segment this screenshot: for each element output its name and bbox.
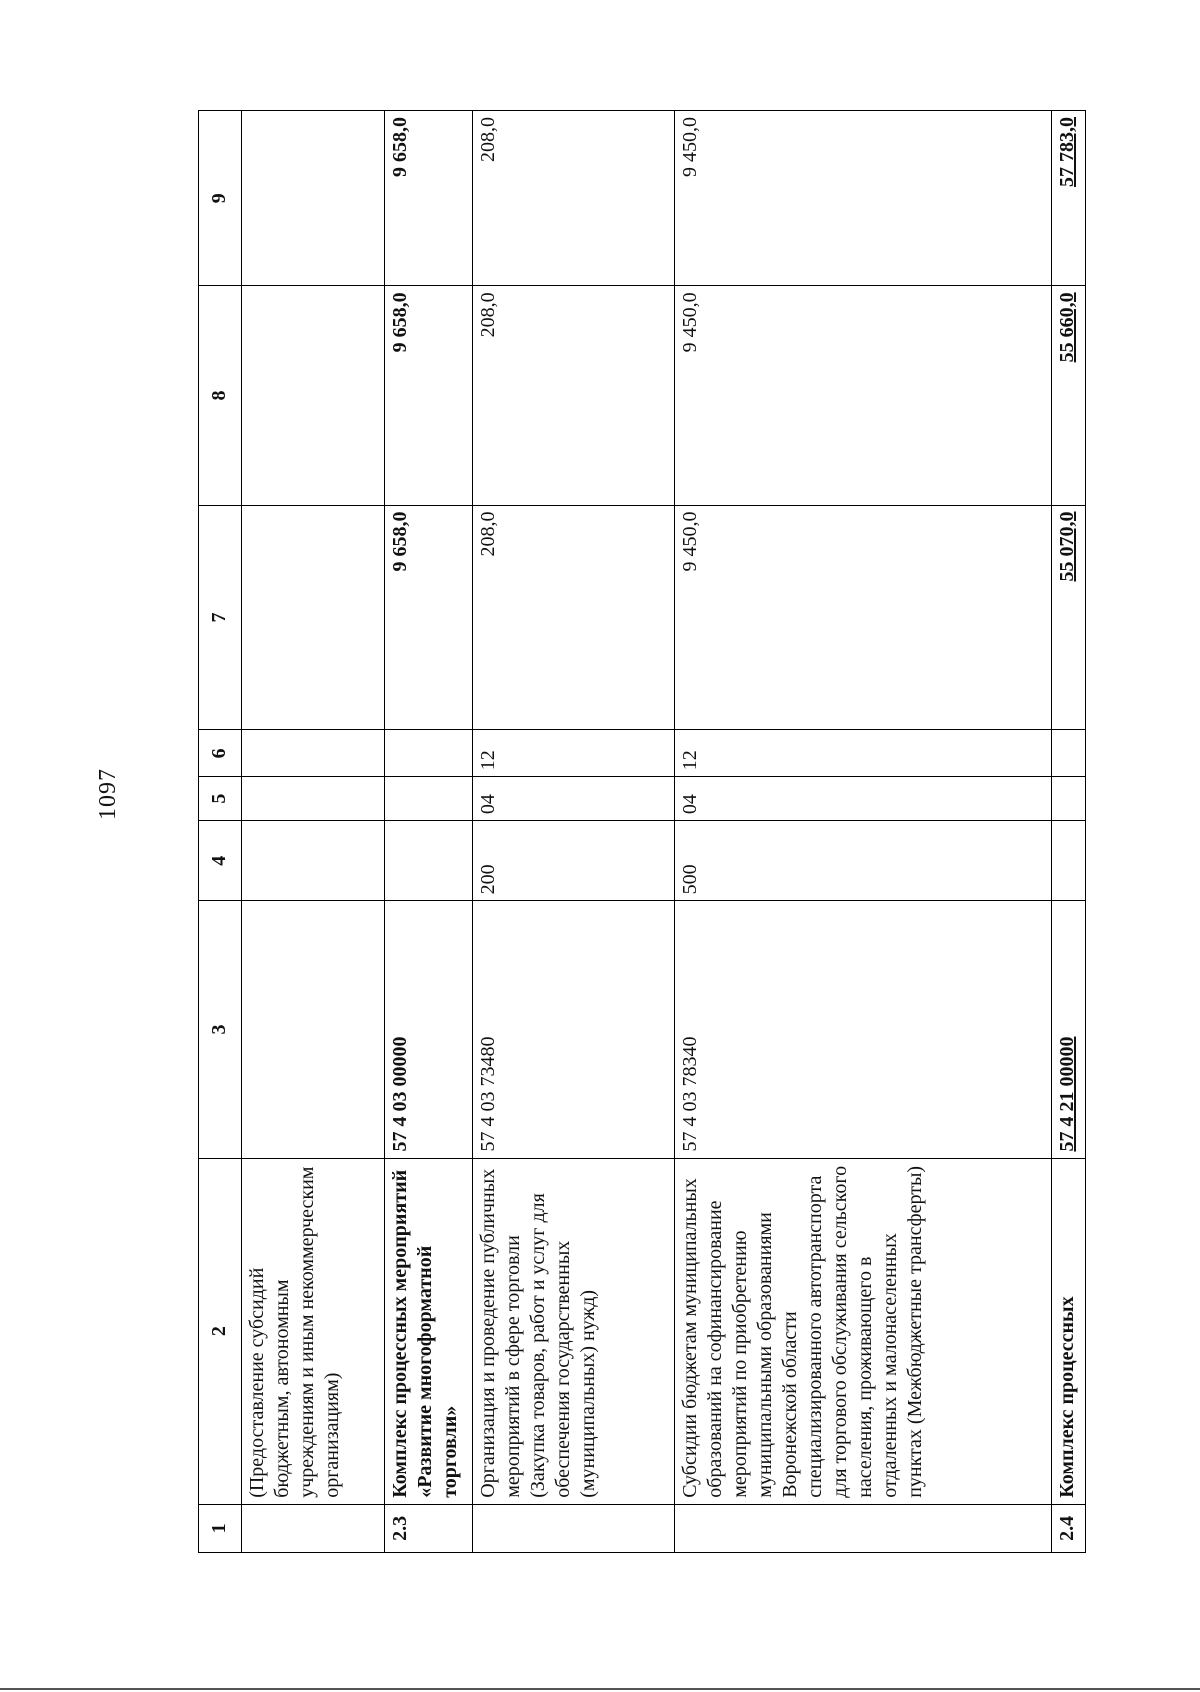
row-amount-col8: 208,0	[472, 286, 674, 505]
row-expense-type	[1051, 821, 1085, 901]
row-description: Субсидии бюджетам муниципальных образований на софинансирование мероприятий по приобретению муниципальными образованиями Воронежской области специализированного автотранспорта для торгового обслуживания сельского населения, проживающего в отдаленных и малонаселенных пунктах (Межбюджетные трансферты)	[674, 1158, 1051, 1504]
page-number: 1097	[95, 768, 121, 820]
page-bottom-rule	[0, 1688, 1200, 1690]
row-amount-col8: 9 450,0	[674, 286, 1051, 505]
row-number	[241, 1504, 385, 1552]
row-section: 04	[472, 777, 674, 821]
header-col-4: 4	[199, 821, 242, 901]
row-amount-col9: 208,0	[472, 111, 674, 286]
table-row	[674, 111, 1051, 1553]
row-description: Организация и проведение публичных мероприятий в сфере торговли (Закупка товаров, работ и услуг для обеспечения государственных (муниципальных) нужд)	[472, 1158, 674, 1504]
row-amount-col8: 55 660,0	[1051, 286, 1085, 505]
row-expense-type: 200	[472, 821, 674, 901]
row-amount-col9	[241, 111, 385, 286]
header-row	[199, 111, 242, 1553]
header-col-9: 9	[199, 111, 242, 286]
table-row	[1051, 111, 1085, 1553]
row-amount-col8: 9 658,0	[385, 286, 472, 505]
row-section	[1051, 777, 1085, 821]
row-amount-col9: 57 783,0	[1051, 111, 1085, 286]
header-col-3: 3	[199, 901, 242, 1158]
header-col-8: 8	[199, 286, 242, 505]
row-amount-col9: 9 658,0	[385, 111, 472, 286]
row-code: 57 4 03 00000	[385, 901, 472, 1158]
row-subsection	[385, 730, 472, 777]
row-section: 04	[674, 777, 1051, 821]
row-section	[241, 777, 385, 821]
budget-table	[198, 110, 1086, 1553]
header-col-6: 6	[199, 730, 242, 777]
row-description: Комплекс процессных мероприятий «Развитие многоформатной торговли»	[385, 1158, 472, 1504]
row-code: 57 4 03 73480	[472, 901, 674, 1158]
row-amount-col7: 55 070,0	[1051, 505, 1085, 730]
row-amount-col7	[241, 505, 385, 730]
row-code: 57 4 21 00000	[1051, 901, 1085, 1158]
row-subsection	[1051, 730, 1085, 777]
row-subsection	[241, 730, 385, 777]
row-expense-type	[385, 821, 472, 901]
row-number: 2.4	[1051, 1504, 1085, 1552]
row-number	[472, 1504, 674, 1552]
row-number	[674, 1504, 1051, 1552]
row-amount-col7: 9 450,0	[674, 505, 1051, 730]
budget-table-container	[198, 110, 1086, 1553]
row-amount-col9: 9 450,0	[674, 111, 1051, 286]
row-code: 57 4 03 78340	[674, 901, 1051, 1158]
row-amount-col7: 9 658,0	[385, 505, 472, 730]
row-description: (Предоставление субсидий бюджетным, автономным учреждениям и иным некоммерческим организациям)	[241, 1158, 385, 1504]
row-description: Комплекс процессных	[1051, 1158, 1085, 1504]
table-row	[472, 111, 674, 1553]
row-amount-col8	[241, 286, 385, 505]
row-amount-col7: 208,0	[472, 505, 674, 730]
row-expense-type: 500	[674, 821, 1051, 901]
header-col-1: 1	[199, 1504, 242, 1552]
row-subsection: 12	[674, 730, 1051, 777]
row-number: 2.3	[385, 1504, 472, 1552]
header-col-2: 2	[199, 1158, 242, 1504]
table-row	[385, 111, 472, 1553]
row-section	[385, 777, 472, 821]
table-row	[241, 111, 385, 1553]
header-col-5: 5	[199, 777, 242, 821]
row-code	[241, 901, 385, 1158]
row-subsection: 12	[472, 730, 674, 777]
header-col-7: 7	[199, 505, 242, 730]
row-expense-type	[241, 821, 385, 901]
